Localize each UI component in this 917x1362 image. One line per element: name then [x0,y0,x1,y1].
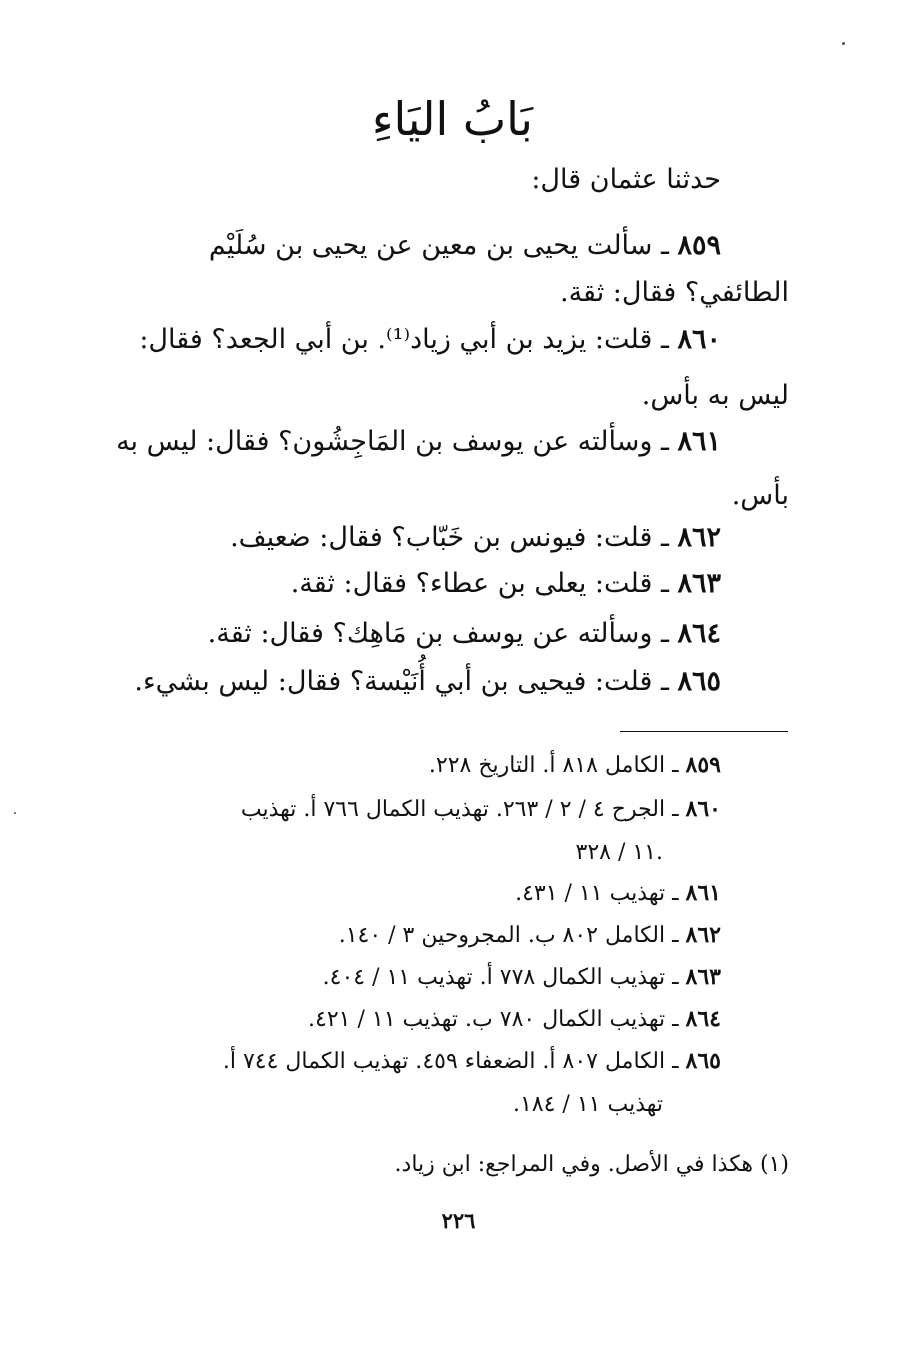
entry-text: ـ قلت: يزيد بن أبي زياد⁽¹⁾. بن أبي الجعد؟ فقال: [139,324,669,355]
ref-865-line1 [223,1044,721,1079]
ref-text: ـ تهذيب ١١ / ٤٣١. [515,881,679,906]
intro-line: حدثنا عثمان قال: [531,164,721,195]
footnote [395,1148,789,1182]
ref-number: ٨٦٤ [685,1006,721,1032]
footnote-separator [620,731,788,732]
entry-861-line1 [116,422,721,462]
page-number: ٢٢٦ [441,1208,476,1233]
ref-number: ٨٦٢ [685,922,721,948]
entry-text: ـ قلت: فيحيى بن أبي أُنَيْسة؟ فقال: ليس بشيء. [134,666,669,697]
ref-number: ٨٦٥ [685,1048,721,1074]
footnote-text: هكذا في الأصل. وفي المراجع: ابن زياد. [394,1152,753,1177]
ref-865-line2: تهذيب ١١ / ١٨٤. [512,1092,663,1117]
entry-number: ٨٦٥ [677,666,721,697]
entry-text: ـ قلت: يعلى بن عطاء؟ فقال: ثقة. [290,568,669,599]
entry-862 [230,518,721,558]
entry-865 [134,662,721,702]
entry-864 [208,614,721,654]
entry-number: ٨٦٢ [677,522,721,553]
ref-text: ـ الكامل ٨٠٧ أ. الضعفاء ٤٥٩. تهذيب الكمال ٧٤٤ أ. [222,1049,679,1074]
ref-861 [515,876,721,911]
entry-860-line2: ليس به بأس. [641,380,789,411]
ref-859 [429,748,721,783]
entry-number: ٨٥٩ [677,230,721,261]
ref-number: ٨٦٠ [685,796,721,822]
ref-862 [339,918,721,953]
entry-text: ـ وسألته عن يوسف بن مَاهِك؟ فقال: ثقة. [207,618,669,649]
ref-text: ـ الجرح ٤ / ٢ / ٢٦٣. تهذيب الكمال ٧٦٦ أ. تهذيب [240,797,679,822]
entry-number: ٨٦٣ [677,568,721,599]
ref-860-line2: ١١ / ٣٢٨. [575,840,663,865]
entry-859-line1 [209,226,721,266]
ref-number: ٨٥٩ [685,752,721,778]
entry-863 [291,564,721,604]
entry-number: ٨٦٤ [677,618,721,649]
scan-speck [842,42,845,45]
ref-864 [308,1002,721,1037]
scan-speck [14,812,16,814]
ref-text: ـ الكامل ٨٠٢ ب. المجروحين ٣ / ١٤٠. [338,923,679,948]
entry-859-line2: الطائفي؟ فقال: ثقة. [559,277,789,308]
ref-number: ٨٦١ [685,880,721,906]
entry-text: ـ قلت: فيونس بن خَبّاب؟ فقال: ضعيف. [230,522,669,553]
ref-text: ـ تهذيب الكمال ٧٧٨ أ. تهذيب ١١ / ٤٠٤. [322,965,679,990]
entry-860-line1 [139,320,721,360]
ref-text: ـ تهذيب الكمال ٧٨٠ ب. تهذيب ١١ / ٤٢١. [308,1007,679,1032]
footnote-marker: (١) [759,1152,789,1177]
entry-text: ـ سألت يحيى بن معين عن يحيى بن سُلَيْم [208,230,669,261]
chapter-title: بَابُ اليَاءِ [371,92,533,146]
ref-number: ٨٦٣ [685,964,721,990]
entry-number: ٨٦١ [677,426,721,457]
ref-text: ـ الكامل ٨١٨ أ. التاريخ ٢٢٨. [428,753,679,778]
ref-863 [323,960,721,995]
entry-861-line2: بأس. [731,480,789,511]
ref-860-line1 [241,792,721,827]
entry-number: ٨٦٠ [677,324,721,355]
entry-text: ـ وسألته عن يوسف بن المَاجِشُون؟ فقال: ليس به [116,426,669,457]
